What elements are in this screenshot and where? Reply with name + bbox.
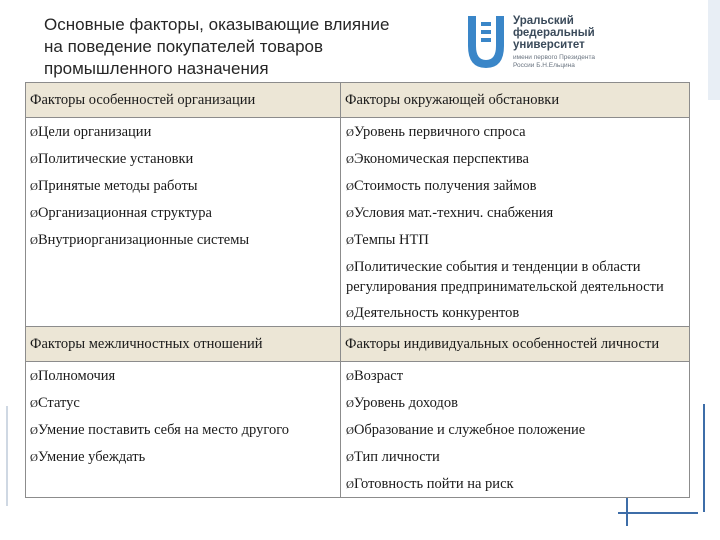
bullet-arrow-icon: Ø: [346, 181, 354, 193]
table-header-cell: [26, 83, 341, 118]
list-item-text: Умение убеждать: [37, 449, 146, 465]
table-cell: [26, 118, 341, 327]
list-item-text: Готовность пойти на риск: [353, 476, 514, 492]
table-header-row: [26, 83, 690, 118]
logo-name: [513, 15, 595, 51]
bullet-arrow-icon: Ø: [346, 208, 354, 220]
list-item: [30, 421, 336, 441]
list-item: [346, 475, 685, 495]
list-item: [346, 304, 685, 324]
university-logo: [466, 14, 616, 76]
title-line: промышленного назначения: [44, 59, 269, 78]
table-header-cell: [341, 83, 690, 118]
bullet-arrow-icon: Ø: [30, 235, 38, 247]
table-header-cell: [26, 327, 341, 362]
list-item-text: Политические события и тенденции в области регулирования предпринимательской деятельности: [346, 259, 664, 295]
list-item-text: Внутриорганизационные системы: [37, 232, 250, 248]
logo-name-line: университет: [513, 39, 585, 51]
list-item-text: Темпы НТП: [353, 232, 429, 248]
list-item-text: Полномочия: [37, 368, 116, 384]
list-item-text: Экономическая перспектива: [353, 151, 529, 167]
decorative-line: [618, 512, 698, 514]
urfu-logo-icon: [466, 14, 506, 72]
list-item: [346, 258, 685, 297]
bullet-arrow-icon: Ø: [346, 235, 354, 247]
bullet-arrow-icon: Ø: [30, 154, 38, 166]
bullet-arrow-icon: Ø: [346, 127, 354, 139]
table-header-cell: [341, 327, 690, 362]
list-item: [346, 231, 685, 251]
right-decoration: [708, 0, 720, 100]
bullet-arrow-icon: Ø: [30, 371, 38, 383]
logo-sub-line: России Б.Н.Ельцина: [513, 62, 575, 69]
list-item: [346, 204, 685, 224]
list-item: [30, 231, 336, 251]
header-label: Факторы межличностных отношений: [30, 336, 263, 352]
decorative-line: [703, 404, 705, 512]
table-cell: [26, 362, 341, 498]
list-item-text: Умение поставить себя на место другого: [37, 422, 290, 438]
bullet-arrow-icon: Ø: [346, 308, 354, 320]
list-item-text: Деятельность конкурентов: [353, 305, 520, 321]
list-item: [30, 448, 336, 468]
header-label: Факторы окружающей обстановки: [345, 92, 560, 108]
list-item-text: Цели организации: [37, 124, 152, 140]
list-item-text: Стоимость получения займов: [353, 178, 537, 194]
list-item-text: Возраст: [353, 368, 404, 384]
list-item-text: Принятые методы работы: [37, 178, 198, 194]
list-item: [30, 394, 336, 414]
list-item-text: Политические установки: [37, 151, 194, 167]
table-row: [26, 362, 690, 498]
bullet-arrow-icon: Ø: [30, 425, 38, 437]
factors-table: [25, 82, 690, 498]
left-decoration: [6, 406, 8, 506]
list-item: [346, 394, 685, 414]
list-item: [346, 421, 685, 441]
list-item: [30, 123, 336, 143]
list-item: [30, 204, 336, 224]
bullet-arrow-icon: Ø: [30, 181, 38, 193]
header-label: Факторы индивидуальных особенностей личности: [345, 336, 660, 352]
list-item-text: Уровень первичного спроса: [353, 124, 526, 140]
logo-sub-line: имени первого Президента: [513, 54, 596, 61]
list-item: [30, 177, 336, 197]
bullet-arrow-icon: Ø: [30, 127, 38, 139]
title-line: на поведение покупателей товаров: [44, 37, 324, 56]
list-item: [346, 367, 685, 387]
table-row: [26, 118, 690, 327]
bullet-arrow-icon: Ø: [30, 452, 38, 464]
bullet-arrow-icon: Ø: [346, 479, 354, 491]
table-cell: [341, 118, 690, 327]
logo-name-line: федеральный: [513, 27, 595, 39]
table-cell: [341, 362, 690, 498]
table-header-row: [26, 327, 690, 362]
title-line: Основные факторы, оказывающие влияние: [44, 15, 390, 34]
list-item-text: Условия мат.-технич. снабжения: [353, 205, 554, 221]
logo-subtitle: [513, 54, 595, 70]
bullet-arrow-icon: Ø: [346, 262, 354, 274]
list-item-text: Организационная структура: [37, 205, 212, 221]
list-item: [30, 150, 336, 170]
bullet-arrow-icon: Ø: [30, 208, 38, 220]
list-item: [346, 448, 685, 468]
list-item-text: Тип личности: [353, 449, 440, 465]
list-item: [346, 123, 685, 143]
list-item-text: Образование и служебное положение: [353, 422, 586, 438]
list-item: [30, 367, 336, 387]
header-label: Факторы особенностей организации: [30, 92, 256, 108]
slide-title: [44, 14, 444, 80]
list-item: [346, 177, 685, 197]
list-item-text: Уровень доходов: [353, 395, 458, 411]
bullet-arrow-icon: Ø: [346, 371, 354, 383]
logo-name-line: Уральский: [513, 15, 574, 27]
bullet-arrow-icon: Ø: [346, 154, 354, 166]
list-item: [346, 150, 685, 170]
bullet-arrow-icon: Ø: [346, 398, 354, 410]
bullet-arrow-icon: Ø: [346, 452, 354, 464]
list-item-text: Статус: [37, 395, 80, 411]
bullet-arrow-icon: Ø: [30, 398, 38, 410]
bullet-arrow-icon: Ø: [346, 425, 354, 437]
